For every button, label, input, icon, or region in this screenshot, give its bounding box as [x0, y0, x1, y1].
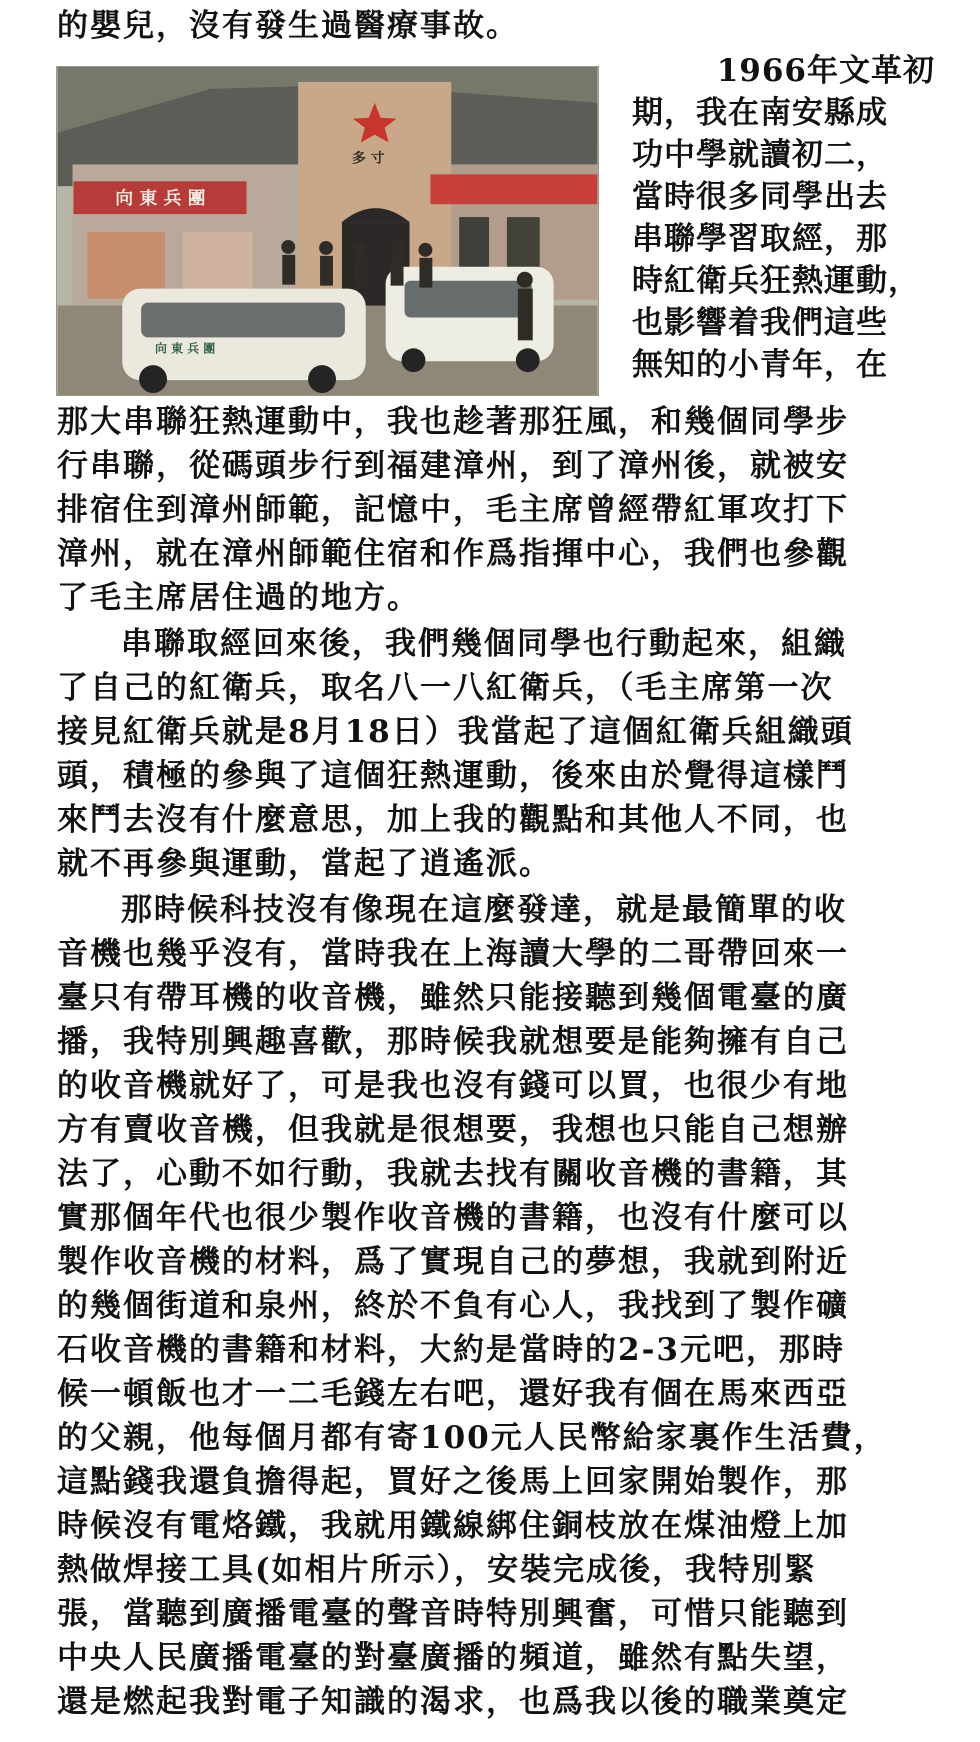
text-line-39: 還是燃起我對電子知識的渴求，也爲我以後的職業奠定 [57, 1684, 849, 1720]
text-line-12: 排宿住到漳州師範，記憶中，毛主席曾經帶紅軍攻打下 [57, 492, 849, 528]
historical-photo [56, 66, 599, 396]
text-line-3: 期，我在南安縣成 [632, 95, 888, 131]
text-line-9: 無知的小青年，在 [632, 347, 888, 383]
text-line-19: 來鬥去沒有什麼意思，加上我的觀點和其他人不同，也 [57, 802, 849, 838]
photo-banner-text: 向 東 兵 團 [115, 188, 206, 210]
text-line-36: 熱做焊接工具(如相片所示），安裝完成後，我特別緊 [57, 1552, 818, 1588]
text-line-25: 的收音機就好了，可是我也沒有錢可以買，也很少有地 [57, 1068, 849, 1104]
text-line-13: 漳州，就在漳州師範住宿和作爲指揮中心，我們也參觀 [57, 536, 849, 572]
text-line-2: 1966年文革初 [716, 53, 935, 89]
text-line-17: 接見紅衛兵就是8月18日）我當起了這個紅衛兵組織頭 [57, 714, 854, 750]
text-line-30: 的幾個街道和泉州，終於不負有心人，我找到了製作礦 [57, 1288, 849, 1324]
text-line-28: 實那個年代也很少製作收音機的書籍，也沒有什麼可以 [57, 1200, 849, 1236]
text-line-8: 也影響着我們這些 [632, 305, 888, 341]
text-line-23: 臺只有帶耳機的收音機，雖然只能接聽到幾個電臺的廣 [57, 980, 849, 1016]
text-line-4: 功中學就讀初二， [632, 137, 888, 173]
text-line-7: 時紅衛兵狂熱運動， [632, 263, 920, 299]
text-line-33: 的父親，他每個月都有寄100元人民幣給家裏作生活費， [57, 1420, 887, 1456]
text-line-11: 行串聯，從碼頭步行到福建漳州，到了漳州後，就被安 [57, 448, 849, 484]
text-line-29: 製作收音機的材料，爲了實現自己的夢想，我就到附近 [57, 1244, 849, 1280]
text-line-26: 方有賣收音機，但我就是很想要，我想也只能自己想辦 [57, 1112, 849, 1148]
text-line-6: 串聯學習取經，那 [632, 221, 888, 257]
text-line-20: 就不再參與運動，當起了逍遙派。 [57, 846, 552, 882]
text-line-37: 張，當聽到廣播電臺的聲音時特別興奮，可惜只能聽到 [57, 1596, 849, 1632]
text-line-14: 了毛主席居住過的地方。 [57, 580, 420, 616]
text-line-24: 播，我特別興趣喜歡，那時候我就想要是能夠擁有自己 [57, 1024, 849, 1060]
text-line-16: 了自己的紅衛兵，取名八一八紅衛兵，（毛主席第一次 [57, 670, 834, 706]
text-line-27: 法了，心動不如行動，我就去找有關收音機的書籍，其 [57, 1156, 849, 1192]
text-line-32: 候一頓飯也才一二毛錢左右吧，還好我有個在馬來西亞 [57, 1376, 849, 1412]
text-line-21: 那時候科技沒有像現在這麼發達，就是最簡單的收 [121, 892, 847, 928]
text-line-34: 這點錢我還負擔得起，買好之後馬上回家開始製作，那 [57, 1464, 849, 1500]
text-line-1: 的嬰兒，沒有發生過醫療事故。 [57, 8, 519, 44]
photo-van-text: 向 東 兵 團 [155, 341, 216, 356]
text-line-22: 音機也幾乎沒有，當時我在上海讀大學的二哥帶回來一 [57, 936, 849, 972]
photo-gate-text: 多 寸 [351, 150, 385, 167]
photo-illustration [57, 67, 598, 395]
text-line-38: 中央人民廣播電臺的對臺廣播的頻道，雖然有點失望， [57, 1640, 849, 1676]
text-line-31: 石收音機的書籍和材料，大約是當時的2-3元吧，那時 [57, 1332, 846, 1368]
text-line-5: 當時很多同學出去 [632, 179, 888, 215]
text-line-35: 時候沒有電烙鐵，我就用鐵線綁住銅枝放在煤油燈上加 [57, 1508, 849, 1544]
text-line-18: 頭，積極的參與了這個狂熱運動，後來由於覺得這樣鬥 [57, 758, 849, 794]
text-line-15: 串聯取經回來後，我們幾個同學也行動起來，組織 [121, 626, 847, 662]
text-line-10: 那大串聯狂熱運動中，我也趁著那狂風，和幾個同學步 [57, 404, 849, 440]
